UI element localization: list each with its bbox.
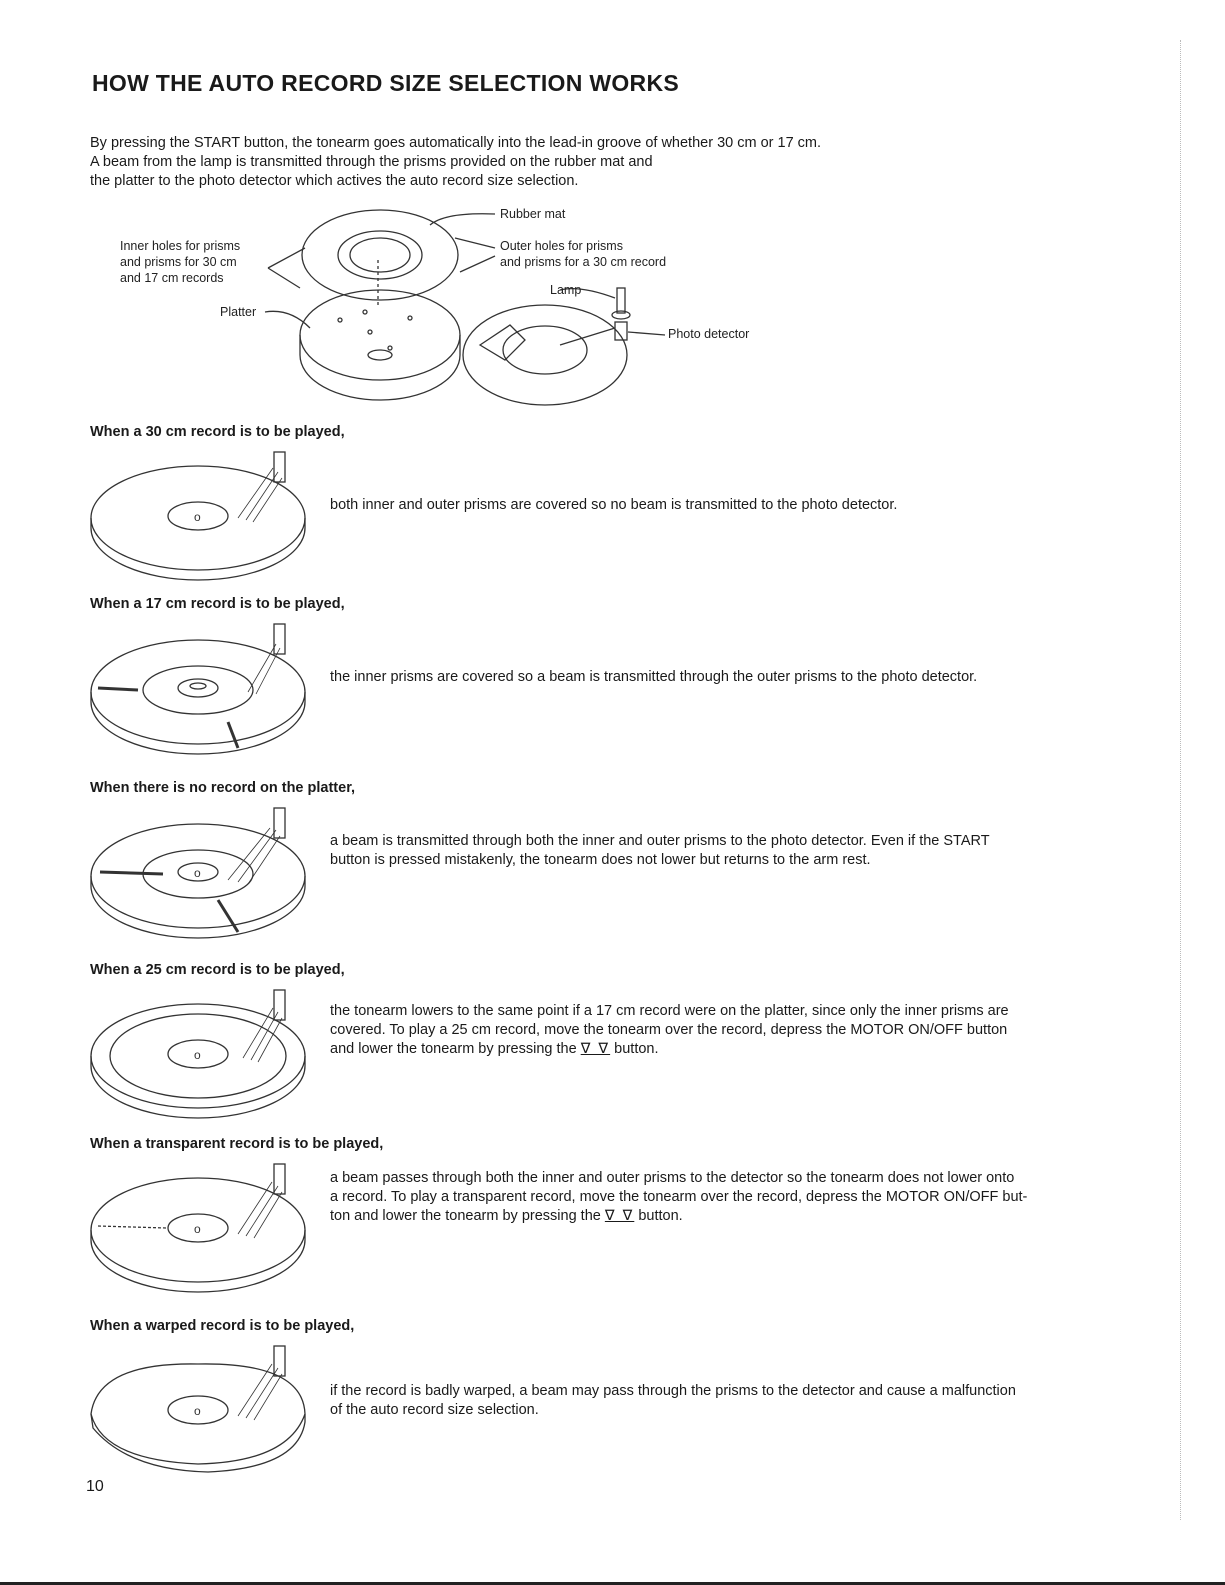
record-label-mark: o (194, 1404, 201, 1418)
record-label-mark: o (194, 866, 201, 880)
section-line: button is pressed mistakenly, the tonearm does not lower but returns to the arm rest. (330, 852, 871, 868)
record-17cm-illustration (88, 620, 318, 760)
line-suffix: button. (614, 1041, 659, 1057)
rubber-mat-shape (302, 210, 458, 300)
intro-line: A beam from the lamp is transmitted through the prisms provided on the rubber mat and (90, 154, 653, 170)
record-25cm-illustration (88, 986, 318, 1121)
line-prefix: and lower the tonearm by pressing the (330, 1041, 577, 1057)
lamp-callout: Lamp (550, 283, 582, 297)
section-text-transparent (330, 1169, 1145, 1226)
record-warped-illustration (88, 1342, 318, 1482)
lower-button-symbol: ∇ ∇ (580, 1041, 611, 1057)
platter-shape (300, 290, 460, 380)
intro-paragraph (90, 134, 1090, 191)
section-line: the tonearm lowers to the same point if a 17 cm record were on the platter, since only the inner prisms are (330, 1003, 1009, 1019)
section-heading-transparent: When a transparent record is to be played, (90, 1136, 384, 1152)
intro-line: By pressing the START button, the tonearm goes automatically into the lead-in groove of whether 30 cm or 17 cm. (90, 135, 822, 151)
section-line: the inner prisms are covered so a beam is transmitted through the outer prisms to the photo detector. (330, 669, 978, 685)
platter-callout: Platter (220, 305, 257, 319)
section-heading-warped: When a warped record is to be played, (90, 1318, 355, 1334)
outer-holes-callout (500, 238, 666, 270)
page-title: HOW THE AUTO RECORD SIZE SELECTION WORKS (92, 70, 680, 96)
record-transparent-illustration (88, 1160, 318, 1295)
line-suffix: button. (638, 1208, 683, 1224)
section-heading-17cm: When a 17 cm record is to be played, (90, 596, 345, 612)
callout-line: Inner holes for prisms (120, 239, 241, 253)
section-text-17cm (330, 668, 1145, 687)
page-number: 10 (86, 1478, 104, 1495)
callout-line: Outer holes for prisms (500, 239, 623, 253)
section-text-warped (330, 1382, 1145, 1420)
photo-detector-callout: Photo detector (668, 327, 750, 341)
section-text-30cm (330, 496, 1145, 515)
callout-line: and prisms for 30 cm (120, 255, 237, 269)
section-text-25cm (330, 1002, 1145, 1059)
section-line: both inner and outer prisms are covered so no beam is transmitted to the photo detector. (330, 497, 898, 513)
detector-base-shape (463, 305, 627, 405)
callout-line: and prisms for a 30 cm record (500, 255, 667, 269)
lower-button-symbol: ∇ ∇ (604, 1208, 635, 1224)
section-line: if the record is badly warped, a beam may pass through the prisms to the detector and cause a malfunction (330, 1383, 1016, 1399)
intro-line: the platter to the photo detector which actives the auto record size selection. (90, 173, 579, 189)
no-record-platter-illustration (88, 804, 318, 944)
rubber-mat-callout: Rubber mat (500, 207, 566, 221)
platter-exploded-diagram (100, 200, 800, 415)
callout-line: and 17 cm records (120, 271, 224, 285)
scan-edge-marks (1180, 40, 1185, 1520)
section-heading-30cm: When a 30 cm record is to be played, (90, 424, 345, 440)
section-text-no-record (330, 832, 1145, 870)
section-line: a beam is transmitted through both the inner and outer prisms to the photo detector. Even if the START (330, 833, 990, 849)
record-30cm-illustration (88, 448, 318, 583)
inner-holes-callout (120, 238, 240, 286)
line-prefix: ton and lower the tonearm by pressing the (330, 1208, 601, 1224)
section-heading-no-record: When there is no record on the platter, (90, 780, 356, 796)
section-line: of the auto record size selection. (330, 1402, 539, 1418)
record-label-mark: o (194, 510, 201, 524)
section-heading-25cm: When a 25 cm record is to be played, (90, 962, 345, 978)
section-line (330, 1040, 1145, 1059)
section-line (330, 1207, 1145, 1226)
record-label-mark: o (194, 1048, 201, 1062)
section-line: covered. To play a 25 cm record, move the tonearm over the record, depress the MOTOR ON/OFF button (330, 1022, 1008, 1038)
section-line: a beam passes through both the inner and outer prisms to the detector so the tonearm does not lower onto (330, 1170, 1015, 1186)
platter-diagram-illustration (100, 200, 800, 415)
section-line: a record. To play a transparent record, move the tonearm over the record, depress the MOTOR ON/OFF but- (330, 1189, 1028, 1205)
record-label-mark: o (194, 1222, 201, 1236)
